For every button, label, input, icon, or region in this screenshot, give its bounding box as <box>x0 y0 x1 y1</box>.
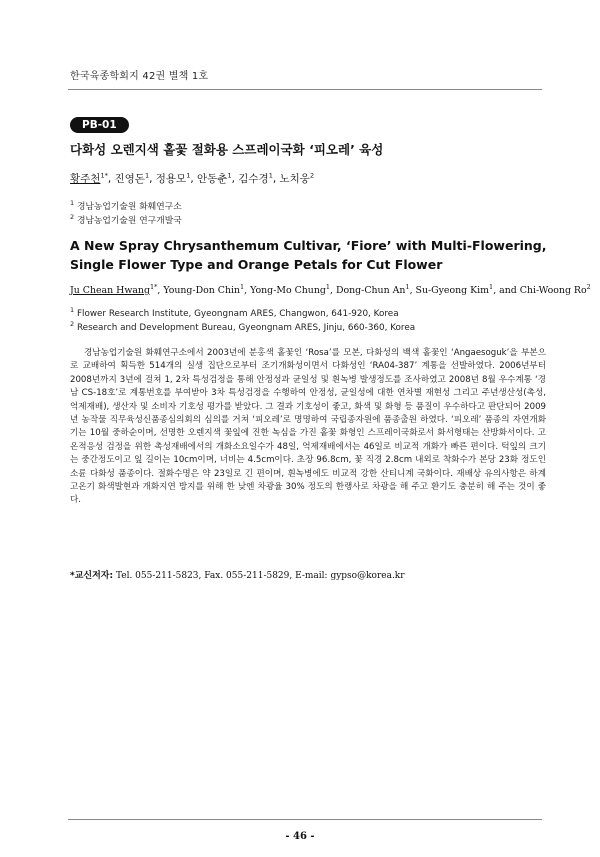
english-author-sup: 1 <box>240 282 245 291</box>
journal-header: 한국육종학회지 42권 별책 1호 <box>70 71 209 82</box>
korean-author-sup: 1 <box>227 171 232 180</box>
english-author: , Young-Don Chin <box>157 285 241 296</box>
abstract-code-badge: PB-01 <box>70 117 129 133</box>
affiliation-sup: 2 <box>70 320 75 329</box>
english-author: , Dong-Chun An <box>330 285 406 296</box>
affiliation-text: 경남농업기술원 화훼연구소 <box>76 202 182 212</box>
corresponding-author-label: *교신저자: <box>70 571 114 581</box>
korean-affiliation-1 <box>70 199 182 212</box>
footer-rule <box>68 819 542 820</box>
korean-author: , 정용모 <box>149 173 187 185</box>
korean-first-author-sup: 1* <box>100 171 108 180</box>
english-author-sup: 1 <box>405 282 410 291</box>
corresponding-author-details: Tel. 055-211-5823, Fax. 055-211-5829, E-mail: gypso@korea.kr <box>113 571 405 581</box>
english-author: , Su-Gyeong Kim <box>409 285 490 296</box>
affiliation-text: 경남농업기술원 연구개발국 <box>76 216 182 226</box>
korean-author: , 안동춘 <box>190 173 228 185</box>
korean-title: 다화성 오렌지색 홑꽃 절화용 스프레이국화 ‘피오레’ 육성 <box>70 142 384 157</box>
english-author: , Yong-Mo Chung <box>244 285 326 296</box>
korean-affiliation-2 <box>70 213 182 226</box>
page-number: - 46 - <box>285 831 315 842</box>
affiliation-text: Flower Research Institute, Gyeongnam ARES, Changwon, 641-920, Korea <box>76 309 399 319</box>
korean-author-sup: 1 <box>186 171 191 180</box>
affiliation-sup: 1 <box>70 306 75 315</box>
korean-author: , 노치웅 <box>272 173 310 185</box>
affiliation-sup: 1 <box>70 199 75 208</box>
english-title: A New Spray Chrysanthemum Cultivar, ‘Fiore’ with Multi-Flowering, Single Flower Type and Orange Petals for Cut Flower <box>70 238 547 272</box>
korean-first-author: 황주천 <box>70 173 101 185</box>
korean-author: , 진영돈 <box>107 173 145 185</box>
corresponding-author <box>70 568 405 581</box>
english-authors <box>70 282 591 296</box>
affiliation-sup: 2 <box>70 213 75 222</box>
english-author-sup: 1 <box>325 282 331 291</box>
korean-author-sup: 1 <box>268 171 273 180</box>
abstract-body: 경남농업기술원 화훼연구소에서 2003년에 분홍색 홑꽃인 ‘Rosa’를 모본, 다화성의 백색 홑꽃인 ‘Angaesoguk’을 부본으로 교배하여 획득한 514개의 실생 집단으로부터 조기개화성이면서 다화성인 ‘RA04-387’ 계통을 선발하였다. 2006년부터 2008년까지 3년에 걸쳐 1, 2차 특성검정을 통해 안정성과 균일성 및 흰녹병 발생정도를 조사하였고 2008년 8월 우수계통 ‘경남 CS-18호’로 계통번호를 부여받아 3차 특성검정을 수행하여 안정성, 균일성에 대한 연차별 재현성 그리고 주년생산성(촉성, 억제재배), 생산자 및 소비자 기호성 평가를 받았다. 그 결과 기호성이 좋고, 화색 및 화형 등 품질이 우수하다고 판단되어 2009년 농작물 직무육성신품종심의회의 심의를 거쳐 ‘피오레’로 명명하여 국립종자원에 품종출원 하였다. ‘피오레’ 품종의 자연개화기는 10월 중하순이며, 선명한 오렌지색 꽃잎에 진한 녹심을 가진 홑꽃 화형인 스프레이국화로서 화서형태는 산방화서이다. 고온적응성 검정을 위한 촉성재배에서의 개화소요일수가 48일, 억제재배에서는 46일로 비교적 개화가 빠른 편이다. 턱잎의 크기는 중간정도이고 잎 길이는 10cm이며, 너비는 4.5cm이다. 초장 96.8cm, 꽃 직경 2.8cm 내외로 착화수가 본당 23화 정도인 소륜 다화성 품종이다. 절화수명은 약 23일로 긴 편이며, 흰녹병에도 비교적 강한 산티니계 국화이다. 재배상 유의사항은 하계 고온기 화색발현과 개화지연 방지를 위해 한 낮엔 차광율 30% 정도의 한랭사로 차광을 해 주고 환기도 충분히 해 주는 것이 좋다. <box>70 348 546 506</box>
english-author-sup: 1 <box>489 282 494 291</box>
affiliation-text: Research and Development Bureau, Gyeongnam ARES, Jinju, 660-360, Korea <box>76 323 416 333</box>
korean-authors <box>70 171 314 186</box>
header-rule <box>68 89 542 90</box>
english-affiliation-2 <box>70 320 416 333</box>
english-first-author: Ju Chean Hwang <box>70 285 150 296</box>
english-affiliation-1 <box>70 306 399 319</box>
english-first-author-sup: 1* <box>149 282 158 291</box>
korean-author-sup: 2 <box>309 171 315 180</box>
korean-author-sup: 1 <box>144 171 150 180</box>
english-author: , and Chi-Woong Ro <box>493 285 587 296</box>
korean-author: , 김수경 <box>231 173 269 185</box>
english-author-sup: 2 <box>586 282 591 291</box>
